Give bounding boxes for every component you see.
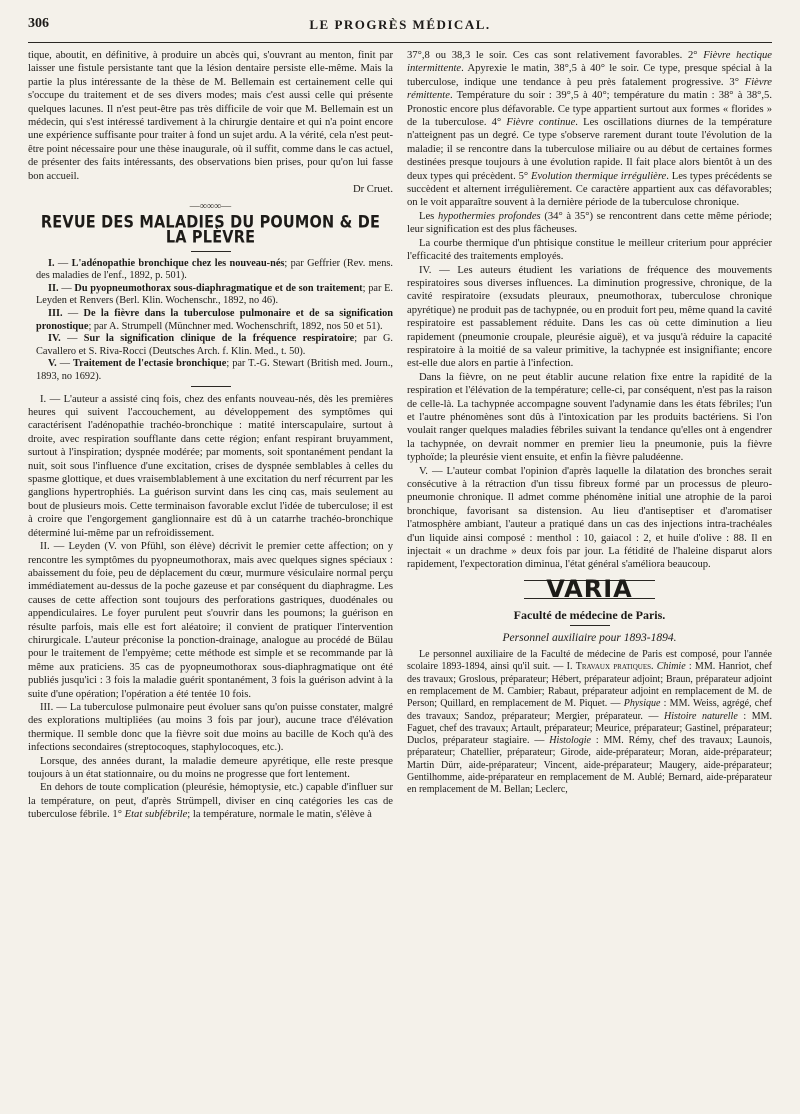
reference-item: V. — Traitement de l'ectasie bronchique; par T.-G. Stewart (British med. Journ., 1893, no 1692). <box>36 358 393 383</box>
varia-heading: VARIA <box>524 580 655 599</box>
paragraph-V: V. — L'auteur combat l'opinion d'après laquelle la dilatation des bronches serait consécutive à la rétraction d'un tissu fibreux formé par un processus de pleuro-pneumonie chronique. Il admet comme phénomène initial une atrophie de la paroi bronchique, favorisant sa distension. Au lieu d'antiseptiser et d'aromatiser l'atmosphère ambiant, l'auteur a pratiqué dans un cas des injections intra-trachéales d'un liquide ainsi composé : menthol : 10, gaiacol : 2, et huile d'olive : 88. Il en injectait « un drachme » deux fois par jour. La fétidité de l'haleine disparut alors rapidement, l'expectoration diminua, l'état général s'améliora beaucoup. <box>407 465 772 571</box>
signature: Dr Cruet. <box>352 184 393 196</box>
text-run: 37°,8 ou 38,3 le soir. Ces cas sont relativement favorables. 2° <box>407 50 704 61</box>
page-number: 306 <box>28 16 49 31</box>
left-column <box>28 49 393 822</box>
reference-number: I. <box>48 257 55 269</box>
reference-detail: ; par T.-G. Stewart (British med. Journ., 1893, no 1692). <box>36 358 393 383</box>
reference-detail: ; par E. Leyden et Renvers (Berl. Klin. Wochenschr., 1892, no 46). <box>36 282 393 307</box>
thermal-curve-paragraph: La courbe thermique d'un phtisique constitue le meilleur criterium pour apprécier l'efficacité des traitements employés. <box>407 237 772 263</box>
varia-heading-box <box>407 574 772 603</box>
reference-detail: ; par Geffrier (Rev. mens. des maladies de l'enf., 1892, p. 501). <box>36 257 393 282</box>
fever-types-paragraph <box>407 49 772 210</box>
reference-title: De la fièvre dans la tuberculose pulmonaire et de sa signification pronostique <box>36 308 393 332</box>
reference-item: I. — L'adénopathie bronchique chez les nouveau-nés; par Geffrier (Rev. mens. des maladies de l'enf., 1892, p. 501). <box>36 257 393 282</box>
reference-title: L'adénopathie bronchique chez les nouveau-nés <box>71 257 285 269</box>
reference-title: Traitement de l'ectasie bronchique <box>73 358 227 370</box>
intro-paragraph: tique, aboutit, en définitive, à produire un abcès qui, s'ouvrant au menton, finit par laisser une fistule persistante tant que la lésion dentaire persiste elle-même. Mais la partie la plus intéressante de la thèse de M. Bellemain est certainement celle qui s'occupe du traitement et de ses divers modes; mais c'est aussi celle qui présente quelques lacunes. Il n'est peut-être pas très difficile de voir que M. Bellemain est un médecin, qui s'est intéressé tardivement à la chirurgie dentaire et qui n'a point encore une expérience suffisante pour traiter à fond un sujet ardu. A la vérité, cela n'est peut-être point nécessaire pour une thèse inaugurale, où il suffit, comme dans le cas actuel, de présenter des faits intéressants, des observations bien prises, pour qu'on lui fasse bon accueil. <box>28 50 393 182</box>
emphasis-run: Fièvre rémittente <box>407 76 772 102</box>
reference-detail: ; par G. Cavallero et S. Riva-Rocci (Deutsches Arch. f. Klin. Med., t. 50). <box>36 333 393 357</box>
text-run: . Les oscillations diurnes de la température n'atteignent pas un degré. Ce type s'observe rarement durant toute l'évolution de la maladie; il se rencontre dans la tuberculose miliaire ou au début de certaines formes destinées presque toujours à une évolution rapide. Il fait place alors bientôt à un des deux types qui précèdent. 5° <box>407 117 772 182</box>
text-run: Le personnel auxiliaire de la Faculté de médecine de Paris est composé, pour l'année scolaire 1893-1894, ainsi qu'il suit. — I. <box>407 649 772 673</box>
text-run: : MM. Hanriot, chef des travaux; Groslous, préparateur; Hébert, préparateur adjoint; Braun, préparateur adjoint en remplacement de M. Cambier; Rabaut, préparateur adjoint en remplacement de M. de Person; Quillard, en remplacement de M. Piquet. — <box>407 661 772 710</box>
emphasis-run: Histologie <box>549 735 591 747</box>
reference-item: IV. — Sur la signification clinique de la fréquence respiratoire; par G. Cavallero et S. Riva-Rocci (Deutsches Arch. f. Klin. Med., t. 50). <box>36 333 393 357</box>
emphasis-run: Physique <box>623 698 661 710</box>
reference-list <box>28 258 393 384</box>
emphasis-run: Fièvre continue <box>506 117 576 129</box>
separator-ornament: —∞∞∞— <box>189 201 232 213</box>
paragraph-III-cont: Lorsque, des années durant, la maladie demeure apyrétique, elle reste presque toujours à un état stationnaire, ou du moins ne progresse que fort lentement. <box>28 755 393 780</box>
reference-title: Sur la signification clinique de la fréquence respiratoire <box>83 333 355 345</box>
emphasis-run: Evolution thermique irrégulière <box>530 170 667 182</box>
reference-number: V. <box>48 358 57 370</box>
emphasis-run: Fièvre hectique intermittente <box>407 50 772 75</box>
text-run: : MM. Faguet, chef des travaux; Artault, préparateur; Meurice, préparateur; Gastinel, préparateur; Duclos, préparateur stagiaire. — <box>407 710 772 747</box>
section-title: REVUE DES MALADIES DU POUMON & DE LA PLÈVRE <box>40 213 381 248</box>
journal-title: LE PROGRÈS MÉDICAL. <box>309 17 491 32</box>
text-run: (34° à 35°) se rencontrent dans cette même période; leur signification est des plus fâcheuses. <box>407 210 772 236</box>
header-rule <box>28 42 772 43</box>
text-run: Les <box>419 210 438 222</box>
reference-number: II. <box>48 282 59 294</box>
text-run: : MM. Rémy, chef des travaux; Launois, préparateur; Chatellier, préparateur; Girode, aide-préparateur; Moran, aide-préparateur; Martin Dürr, aide-préparateur; Vincent, aide-préparateur; Maugery, aide-préparateur; Gentilhomme, aide-préparateur en remplacement de M. Aublé; Bernard, aide-préparateur en remplacement de M. Bellan; Leclerc, <box>407 735 772 796</box>
text-run: . <box>650 661 657 673</box>
emphasis-run: hypothermies profondes <box>437 210 541 222</box>
section-rule <box>191 251 231 252</box>
paragraph-II: II. — Leyden (V. von Pfühl, son élève) décrivit le premier cette affection; on y rencontre les symptômes du pyopneumothorax, mais avec quelques signes spéciaux : abaissement du foie, peu de déplacement du cœur, murmure vésiculaire normal perçu immédiatement au-dessus de la poche gazeuse et par conséquent du diaphragme. Les causes de cette affection sont toujours des perforations gastriques, duodénales ou appendiculaires. Le foyer purulent peut s'ouvrir dans les poumons; la guérison en résulte parfois, mais elle est fort aléatoire; il convient de pratiquer l'intervention chirurgicale. L'auteur préconise la ponction-drainage, analogue au procédé de Bülau pour le traitement de l'empyème; cette méthode est simple et se recommande par là même aux praticiens. 35 cas de pyopneumothorax sous-diaphragmatique ont été publiés jusqu'ici : 3 fois la maladie guérit spontanément, 3 fois la guérison advint à la suite d'une opération; l'opération a été tentée 10 fois. <box>28 541 393 700</box>
two-column-body <box>28 49 772 822</box>
text-run: . Les types précédents se succèdent et alternent irrégulièrement. Ce caractère appartient aux cas défavorables; on le voit apparaître souvent à la dernière période de la tuberculose chronique. <box>407 170 772 209</box>
reference-title: Du pyopneumothorax sous-diaphragmatique et de son traitement <box>74 282 363 294</box>
emphasis-run: Histoire naturelle <box>664 710 738 722</box>
paragraph-III-categories <box>28 781 393 821</box>
reference-number: IV. <box>48 333 61 345</box>
hypothermia-paragraph <box>407 210 772 237</box>
emphasis-run: Chimie <box>656 661 686 673</box>
staff-subtitle: Personnel auxiliaire pour 1893-1894. <box>502 631 677 644</box>
reference-item: III. — De la fièvre dans la tuberculose pulmonaire et de sa signification pronostique; par A. Strumpell (Münchner med. Wochenschrift, 1892, nos 50 et 51). <box>36 308 393 332</box>
right-column <box>407 49 772 822</box>
reference-item: II. — Du pyopneumothorax sous-diaphragmatique et de son traitement; par E. Leyden et Renvers (Berl. Klin. Wochenschr., 1892, no 46). <box>36 282 393 307</box>
text-run: En dehors de toute complication (pleurésie, hémoptysie, etc.) capable d'influer sur la température, on peut, d'après Strümpell, diviser en cinq catégories les cas de tuberculose fébrile. 1° <box>28 782 393 821</box>
text-run: . Température du soir : 39°,5 à 40°; température du matin : 38° à 38°,5. Pronostic encore plus défavorable. Ce type appartient surtout aux formes « florides » de la tuberculose. 4° <box>407 90 772 129</box>
small-caps-run: Travaux pratiques <box>575 661 651 673</box>
references-rule <box>191 386 231 387</box>
staff-list-paragraph <box>407 649 772 797</box>
paragraph-IV: IV. — Les auteurs étudient les variations de fréquence des mouvements respiratoires sous diverses influences. La diminution progressive, chronique, de la cavité respiratoire (exsudats pleuraux, pneumothorax, tuberculose chronique apyrétique) ne produit pas de tachypnée, ou en produit fort peu, même quand la cavité respiratoire est passablement réduite. Dans les cas où cette diminution a lieu rapidement (pneumonie croupale, pleurésie aiguë), et va jusqu'à réduire la capacité respiratoire à la moitié de sa valeur primitive, la tachypnée est insignifiante; encore est-elle due alors en partie à l'infection. <box>407 264 772 370</box>
text-run: ; la température, normale le matin, s'élève à <box>187 809 372 821</box>
text-run: . Apyrexie le matin, 38°,5 à 40° le soir. Ce type, presque spécial à la tuberculose, indique une tendance à peu près fatalement progressive. 3° <box>407 63 772 88</box>
faculty-rule <box>570 625 610 626</box>
paragraph-I: I. — L'auteur a assisté cinq fois, chez des enfants nouveau-nés, dès les premières heures qui suivent l'accouchement, au développement des symptômes qui caractérisent l'adénopathie trachéo-bronchique : matité interscapulaire, surtout à droite, avec respiration soufflante dans cette région; enfant respirant bruyamment, surtout à l'inspiration; dyspnée modérée; par moments, soit spontanément pendant la nuit, soit sous l'influence d'une excitation, crises de dyspnée semblables à celles du spasme glottique, et dues vraisemblablement à une excitation du nerf récurrent par les ganglions hypertrophiés. La guérison survint dans les cinq cas, mais seulement au bout de plusieurs mois. Cette terminaison favorable exclut l'idée de tuberculose; il est à croire que l'engorgement ganglionnaire est dû à un catarrhe trachéo-bronchique déterminé lui-même par un refroidissement. <box>28 393 393 539</box>
text-run: : MM. Weiss, agrégé, chef des travaux; Sandoz, préparateur; Mergier, préparateur. — <box>407 698 772 722</box>
paragraph-III: III. — La tuberculose pulmonaire peut évoluer sans qu'on puisse constater, malgré des explorations multipliées (au moins 3 fois par jour), aucune trace d'élévation thermique. Il semble donc que la fièvre soit due moins au bacille de Koch qu'à des infections secondaires (streptocoques, staphylocoques, etc.). <box>28 701 393 754</box>
faculty-title: Faculté de médecine de Paris. <box>513 608 666 623</box>
paragraph-IV-fever: Dans la fièvre, on ne peut établir aucune relation fixe entre la rapidité de la respiration et l'élévation de la température; celle-ci, par conséquent, n'est pas la raison de celle-là. La tachypnée accompagne souvent l'adynamie dans les états fébriles; l'un et l'autre phénomènes sont dûs à l'intoxication par les produits bactériens. Si l'on voulait ranger quelques maladies fébriles suivant la tendance qu'elles ont à engendrer la tachypnée, on devrait nommer en premier lieu la pneumonie, puis la fièvre typhoïde; la pleurésie vient ensuite, et enfin la fièvre paludéenne. <box>407 371 772 464</box>
emphasis-run: Etat subfébrile <box>124 809 188 821</box>
reference-detail: ; par A. Strumpell (Münchner med. Wochenschrift, 1892, nos 50 et 51). <box>88 320 383 332</box>
reference-number: III. <box>48 308 63 320</box>
